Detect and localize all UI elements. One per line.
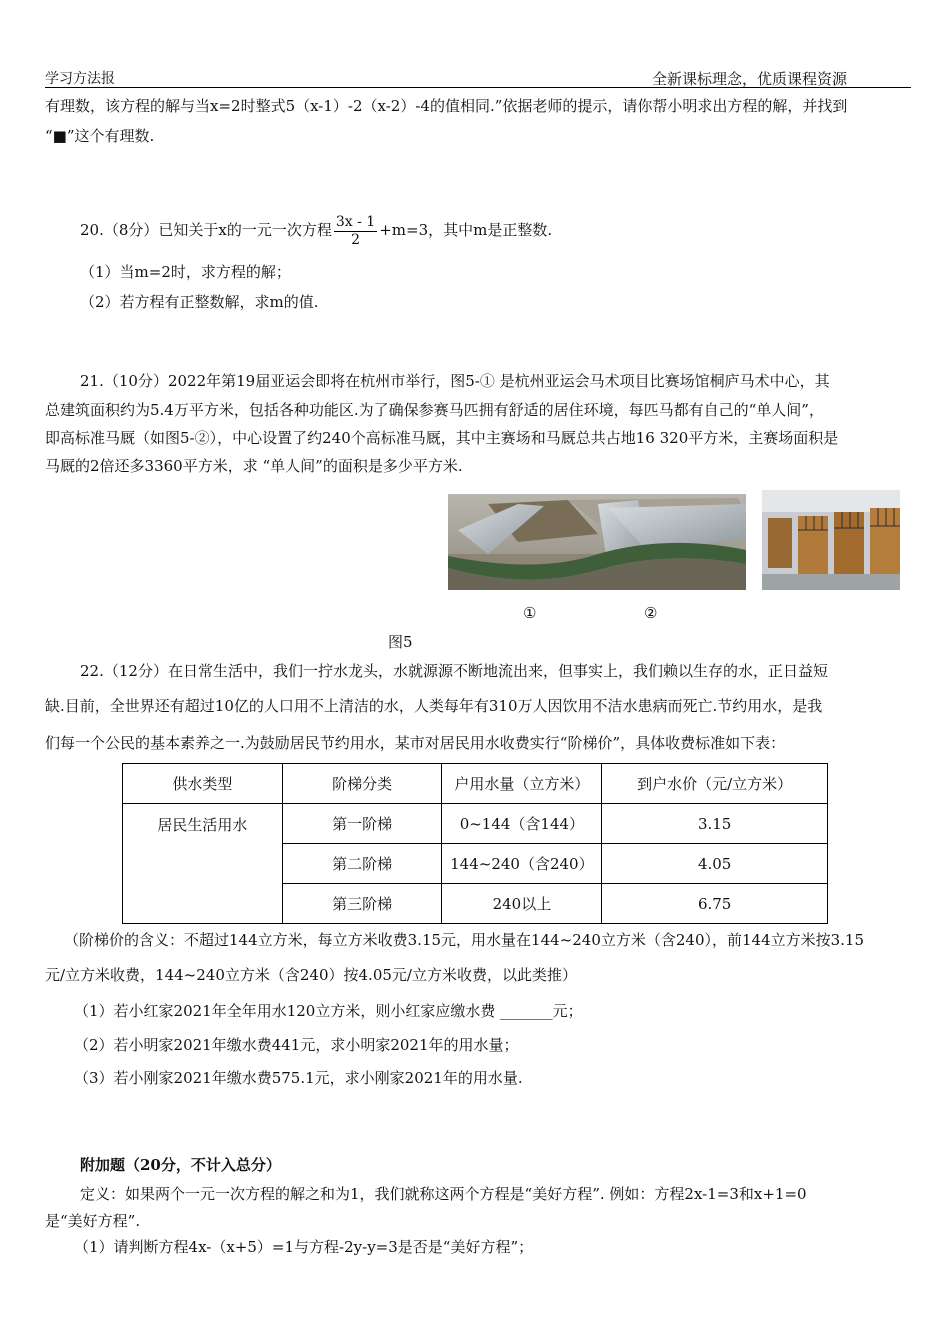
q20-part-1: （1）当m=2时，求方程的解； — [80, 263, 291, 281]
q21-line-1: 21.（10分）2022年第19届亚运会即将在杭州市举行，图5-① 是杭州亚运会马术项目比赛场馆桐庐马术中心，其 — [80, 372, 830, 390]
equestrian-center-illustration — [448, 494, 746, 590]
q20-suffix: +m=3，其中m是正整数. — [379, 221, 553, 239]
header-left-title: 学习方法报 — [45, 71, 115, 87]
q22-note-line-2: 元/立方米收费，144~240立方米（含240）按4.05元/立方米收费，以此类推） — [45, 966, 577, 984]
water-price-table — [122, 763, 828, 924]
table-cell: 144~240（含240） — [442, 844, 602, 884]
horse-stable-illustration — [762, 490, 900, 590]
q22-part-3: （3）若小刚家2021年缴水费575.1元，求小刚家2021年的用水量. — [74, 1069, 523, 1087]
q20-fraction-numerator: 3x - 1 — [335, 213, 376, 230]
figure-photo-equestrian-center — [448, 494, 746, 590]
bonus-title: 附加题（20分，不计入总分） — [80, 1156, 281, 1174]
table-header-cell: 到户水价（元/立方米） — [602, 764, 828, 804]
table-cell: 第二阶梯 — [282, 844, 442, 884]
table-cell: 3.15 — [602, 804, 828, 844]
q20-fraction-denominator: 2 — [351, 231, 360, 248]
table-cell: 240以上 — [442, 884, 602, 924]
q22-line-1: 22.（12分）在日常生活中，我们一拧水龙头，水就源源不断地流出来，但事实上，我们赖以生存的水，正日益短 — [80, 662, 828, 680]
table-cell: 4.05 — [602, 844, 828, 884]
table-cell: 0~144（含144） — [442, 804, 602, 844]
bonus-line-1: 定义：如果两个一元一次方程的解之和为1，我们就称这两个方程是“美好方程”. 例如：方程2x-1=3和x+1=0 — [80, 1185, 807, 1203]
table-category-cell: 居民生活用水 — [123, 804, 283, 924]
table-header-cell: 阶梯分类 — [282, 764, 442, 804]
q22-line-2: 缺.目前，全世界还有超过10亿的人口用不上清洁的水，人类每年有310万人因饮用不洁水患病而死亡.节约用水，是我 — [45, 697, 823, 715]
q20-prefix: 20.（8分）已知关于x的一元一次方程 — [80, 221, 332, 239]
figure-photo-horse-stable — [762, 490, 900, 590]
header-right-slogan: 全新课标理念，优质课程资源 — [652, 70, 848, 88]
q21-line-4: 马厩的2倍还多3360平方米，求 “单人间”的面积是多少平方米. — [45, 457, 463, 475]
table-header-row — [123, 764, 828, 804]
table-header-cell: 户用水量（立方米） — [442, 764, 602, 804]
q20-stem — [80, 212, 552, 249]
q22-note-line-1: （阶梯价的含义：不超过144立方米，每立方米收费3.15元，用水量在144~240立方米（含240），前144立方米按3.15 — [64, 931, 865, 949]
q19-line-2: “■”这个有理数. — [45, 127, 155, 145]
figure-label-1: ① — [523, 604, 537, 622]
bonus-line-2: 是“美好方程”. — [45, 1212, 141, 1230]
table-cell: 6.75 — [602, 884, 828, 924]
table-header-cell: 供水类型 — [123, 764, 283, 804]
header-rule — [45, 87, 911, 88]
q20-fraction — [334, 214, 377, 249]
bonus-part-1: （1）请判断方程4x-（x+5）=1与方程-2y-y=3是否是“美好方程”； — [74, 1238, 534, 1256]
table-row — [123, 804, 828, 844]
q20-part-2: （2）若方程有正整数解，求m的值. — [80, 293, 319, 311]
table-cell: 第一阶梯 — [282, 804, 442, 844]
q22-part-2: （2）若小明家2021年缴水费441元，求小明家2021年的用水量； — [74, 1036, 519, 1054]
q22-part-1: （1）若小红家2021年全年用水120立方米，则小红家应缴水费 _______元； — [74, 1002, 583, 1020]
q21-line-2: 总建筑面积约为5.4万平方米，包括各种功能区.为了确保参赛马匹拥有舒适的居住环境，每匹马都有自己的“单人间”， — [45, 401, 824, 419]
figure-label-2: ② — [644, 604, 658, 622]
table-cell: 第三阶梯 — [282, 884, 442, 924]
q21-line-3: 即高标准马厩（如图5-②），中心设置了约240个高标准马厩，其中主赛场和马厩总共占地16 320平方米，主赛场面积是 — [45, 429, 839, 447]
q22-line-3: 们每一个公民的基本素养之一.为鼓励居民节约用水，某市对居民用水收费实行“阶梯价”，具体收费标准如下表： — [45, 734, 786, 752]
figure-caption: 图5 — [388, 633, 413, 651]
q19-line-1: 有理数，该方程的解与当x=2时整式5（x-1）-2（x-2）-4的值相同.”依据老师的提示，请你帮小明求出方程的解，并找到 — [45, 97, 848, 115]
